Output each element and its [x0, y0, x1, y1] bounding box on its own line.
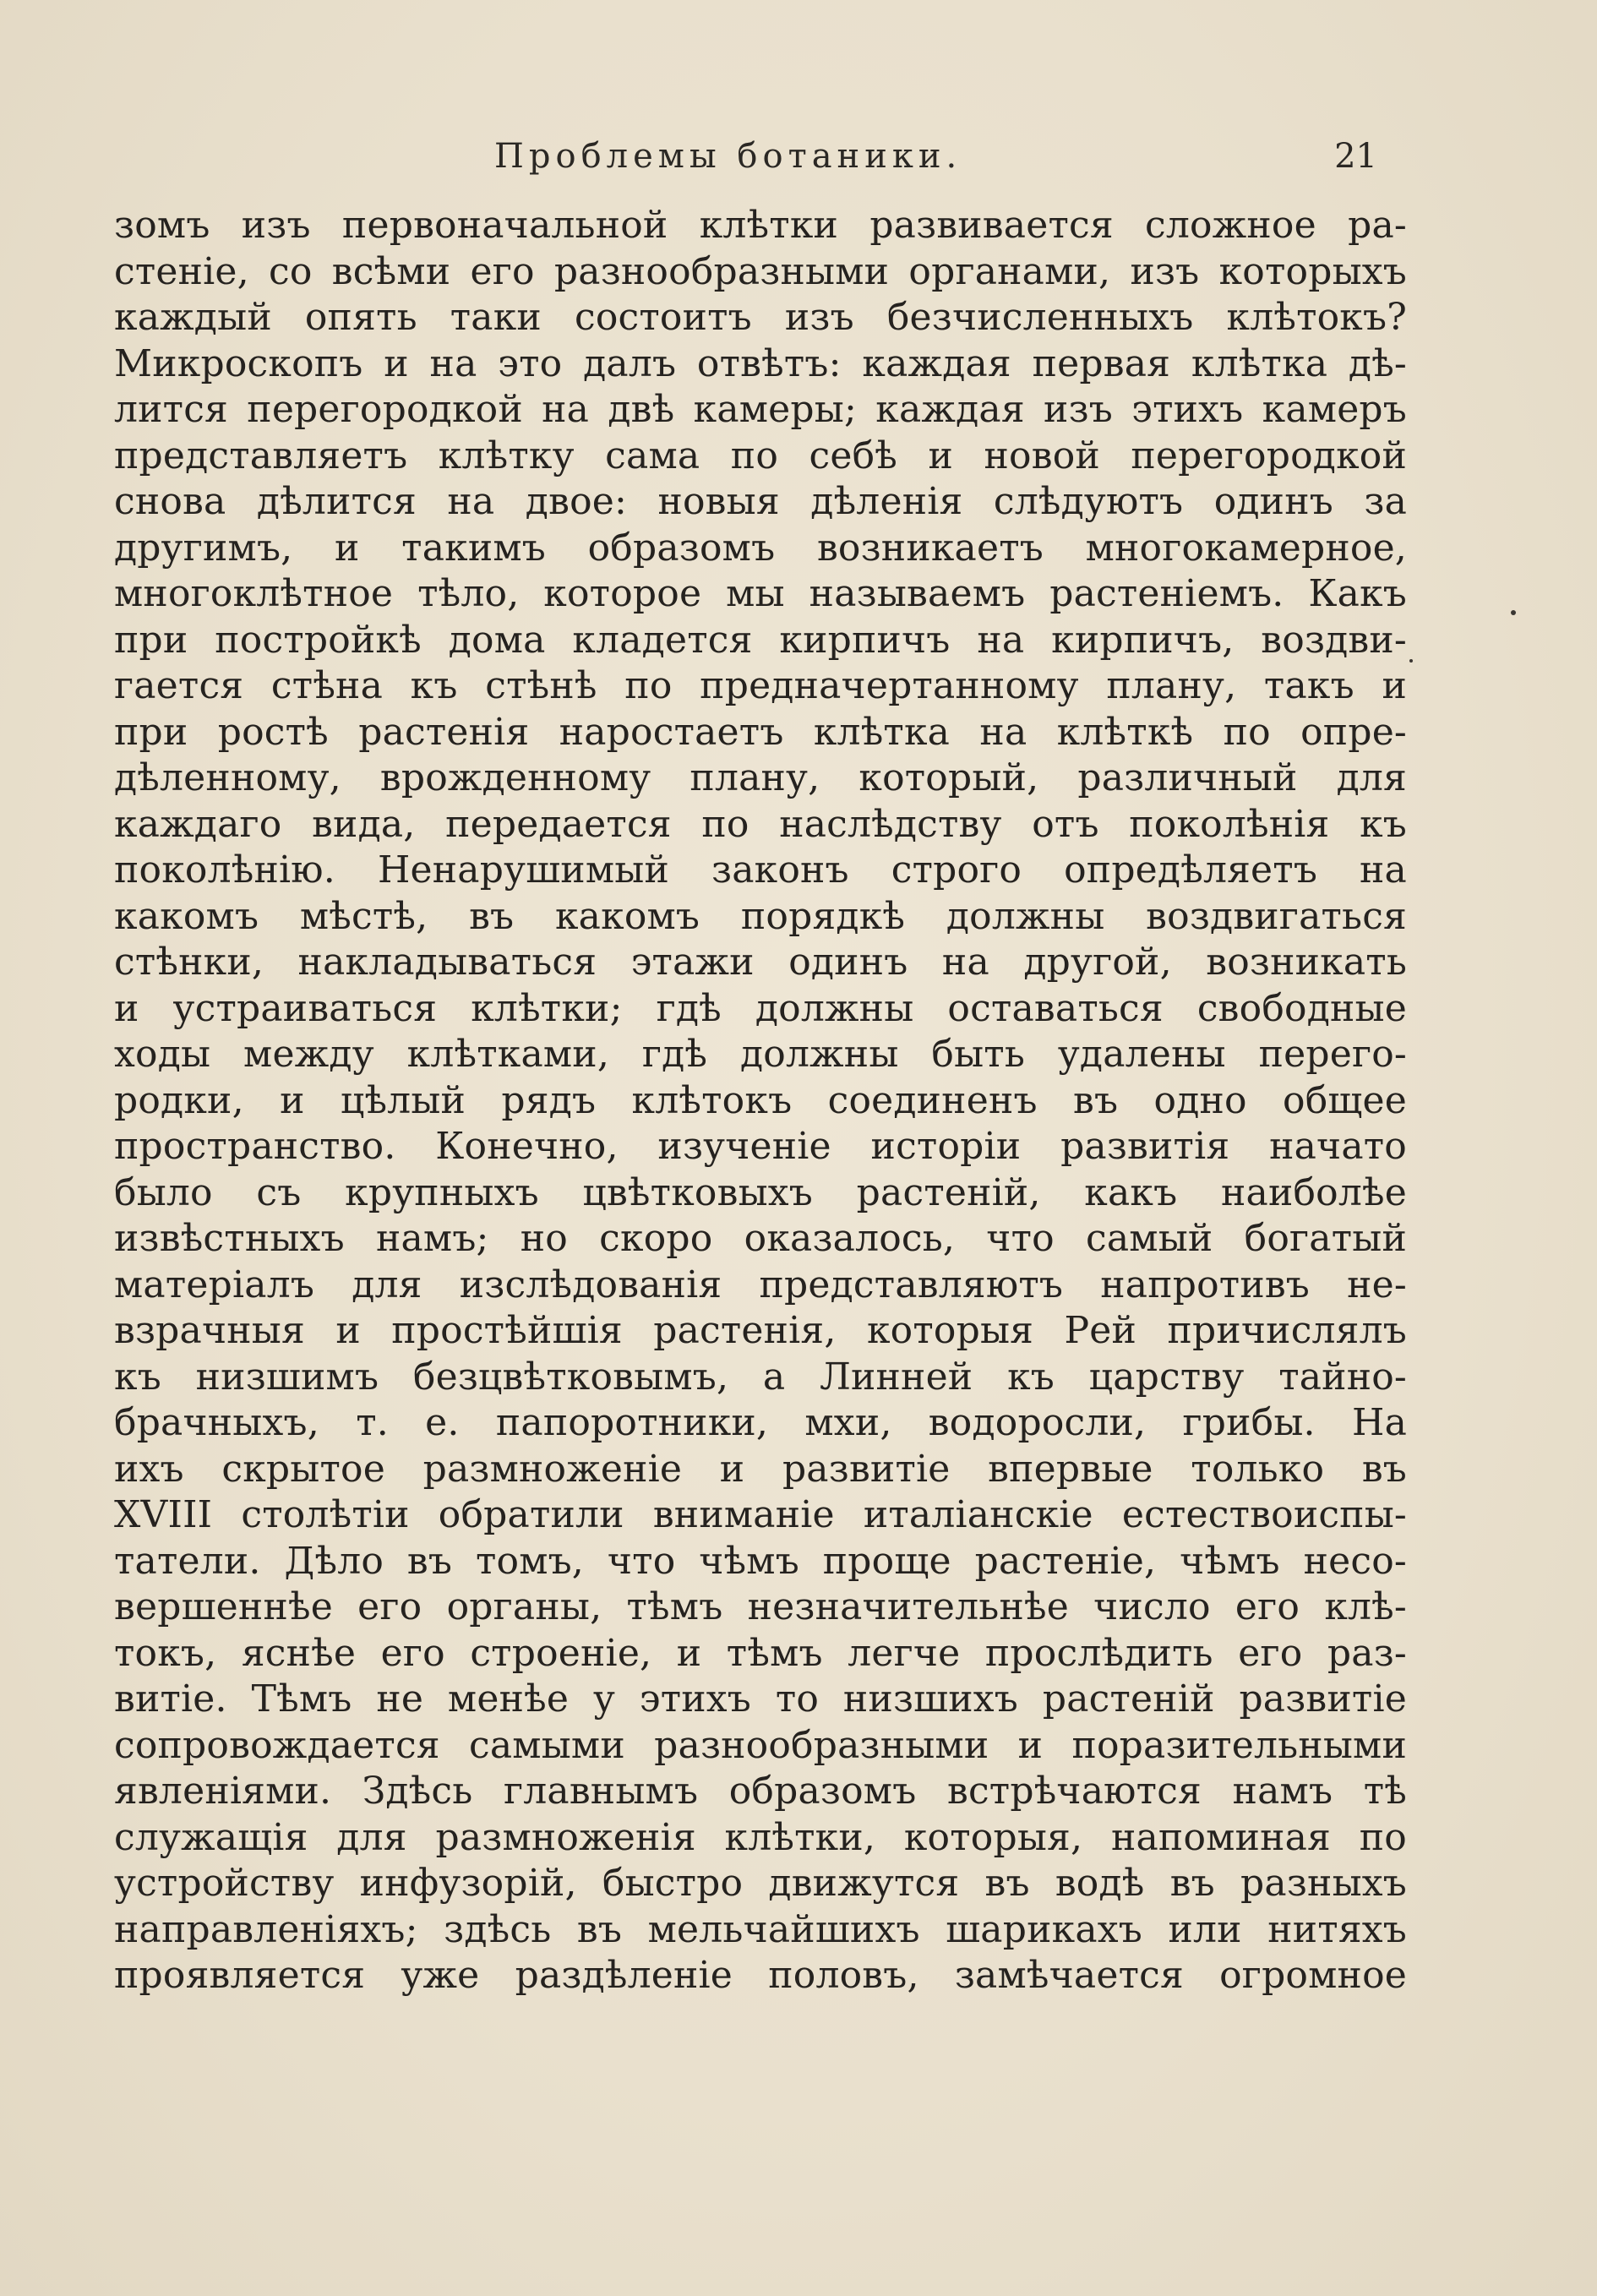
text-line: служащія для размноженія клѣтки, которыя, напоминая по	[114, 1815, 1407, 1859]
text-line: сопровождается самыми разнообразными и поразительными	[114, 1723, 1407, 1767]
text-line: при ростѣ растенія наростаетъ клѣтка на клѣткѣ по опре-	[114, 710, 1407, 754]
text-line: проявляется уже раздѣленіе половъ, замѣчается огромное	[114, 1954, 1407, 1997]
text-line: и устраиваться клѣтки; гдѣ должны оставаться свободные	[114, 986, 1407, 1030]
text-line: брачныхъ, т. е. папоротники, мхи, водоросли, грибы. На	[114, 1401, 1407, 1444]
text-line: устройству инфузорій, быстро движутся въ водѣ въ разныхъ	[114, 1862, 1407, 1905]
page-number: 21	[1334, 137, 1377, 176]
text-line: направленіяхъ; здѣсь въ мельчайшихъ шарикахъ или нитяхъ	[114, 1907, 1407, 1951]
text-line: Микроскопъ и на это далъ отвѣтъ: каждая первая клѣтка дѣ-	[114, 341, 1407, 385]
ink-speck	[1409, 659, 1413, 663]
body-text	[114, 203, 1407, 1999]
text-line: каждаго вида, передается по наслѣдству отъ поколѣнія къ	[114, 802, 1407, 846]
text-line: какомъ мѣстѣ, въ какомъ порядкѣ должны воздвигаться	[114, 894, 1407, 938]
text-line: снова дѣлится на двое: новыя дѣленія слѣдуютъ одинъ за	[114, 480, 1407, 523]
running-title: Проблемы ботаники.	[494, 137, 962, 176]
text-line: стеніе, со всѣми его разнообразными органами, изъ которыхъ	[114, 249, 1407, 293]
running-head	[110, 137, 1377, 188]
text-line: зомъ изъ первоначальной клѣтки развивается сложное ра-	[114, 204, 1407, 247]
text-line: витіе. Тѣмъ не менѣе у этихъ то низшихъ растеній развитіе	[114, 1677, 1407, 1721]
text-line: пространство. Конечно, изученіе исторіи развитія начато	[114, 1125, 1407, 1168]
ink-speck	[1511, 610, 1516, 615]
text-line: при постройкѣ дома кладется кирпичъ на кирпичъ, воздви-	[114, 618, 1407, 662]
text-line: было съ крупныхъ цвѣтковыхъ растеній, какъ наиболѣе	[114, 1170, 1407, 1214]
text-line: другимъ, и такимъ образомъ возникаетъ многокамерное,	[114, 526, 1407, 570]
text-line: взрачныя и простѣйшія растенія, которыя Рей причислялъ	[114, 1309, 1407, 1352]
text-line: ходы между клѣтками, гдѣ должны быть удалены перего-	[114, 1033, 1407, 1076]
text-line: каждый опять таки состоитъ изъ безчисленныхъ клѣтокъ?	[114, 296, 1407, 339]
text-line: токъ, яснѣе его строеніе, и тѣмъ легче прослѣдить его раз-	[114, 1631, 1407, 1675]
text-line: дѣленному, врожденному плану, который, различный для	[114, 756, 1407, 799]
text-line: вершеннѣе его органы, тѣмъ незначительнѣе число его клѣ-	[114, 1585, 1407, 1628]
text-line: стѣнки, накладываться этажи одинъ на другой, возникать	[114, 941, 1407, 984]
text-line: къ низшимъ безцвѣтковымъ, а Линней къ царству тайно-	[114, 1355, 1407, 1399]
text-line: явленіями. Здѣсь главнымъ образомъ встрѣчаются намъ тѣ	[114, 1770, 1407, 1813]
text-line: родки, и цѣлый рядъ клѣтокъ соединенъ въ одно общее	[114, 1078, 1407, 1122]
text-line: матеріалъ для изслѣдованія представляютъ напротивъ не-	[114, 1263, 1407, 1306]
text-line: многоклѣтное тѣло, которое мы называемъ растеніемъ. Какъ	[114, 572, 1407, 615]
text-line: извѣстныхъ намъ; но скоро оказалось, что самый богатый	[114, 1217, 1407, 1260]
text-line: представляетъ клѣтку сама по себѣ и новой перегородкой	[114, 434, 1407, 477]
text-line: поколѣнію. Ненарушимый законъ строго опредѣляетъ на	[114, 848, 1407, 892]
text-line: татели. Дѣло въ томъ, что чѣмъ проще растеніе, чѣмъ несо-	[114, 1539, 1407, 1583]
text-line: XVIII столѣтіи обратили вниманіе италіанскіе естествоиспы-	[114, 1493, 1407, 1536]
text-line: гается стѣна къ стѣнѣ по предначертанному плану, такъ и	[114, 664, 1407, 707]
text-line: лится перегородкой на двѣ камеры; каждая изъ этихъ камеръ	[114, 388, 1407, 431]
text-line: ихъ скрытое размноженіе и развитіе впервые только въ	[114, 1447, 1407, 1491]
